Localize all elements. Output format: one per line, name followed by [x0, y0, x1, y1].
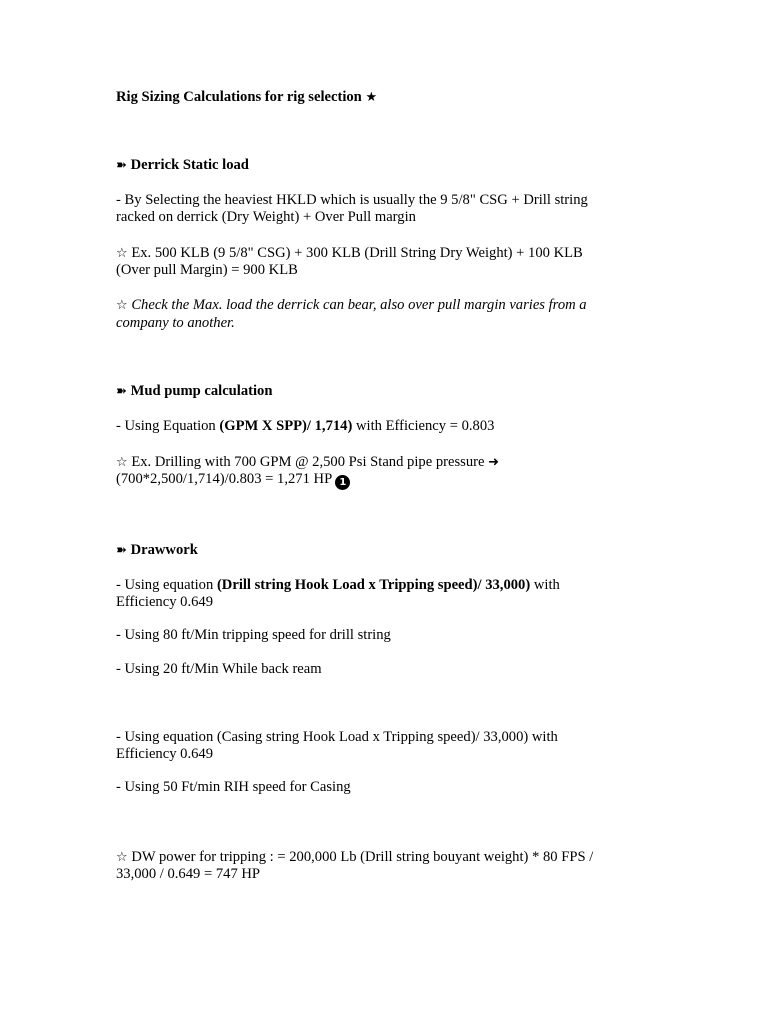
drawwork-equation1-line1 — [116, 577, 560, 594]
circled-number-one-icon: 1 — [335, 475, 350, 490]
arrow-bullet-icon: ➽ — [116, 384, 127, 399]
derrick-example-text: Ex. 500 KLB (9 5/8" CSG) + 300 KLB (Drill String Dry Weight) + 100 KLB — [131, 245, 583, 261]
document-title-text: Rig Sizing Calculations for rig selection — [116, 89, 362, 105]
star-outline-icon: ☆ — [116, 246, 128, 261]
drawwork-back-ream: - Using 20 ft/Min While back ream — [116, 661, 322, 677]
star-outline-icon: ☆ — [116, 455, 128, 470]
mud-pump-example-line1 — [116, 454, 499, 471]
drawwork-power-text: DW power for tripping : = 200,000 Lb (Drill string bouyant weight) * 80 FPS / — [131, 849, 594, 865]
mud-pump-equation-prefix: - Using Equation — [116, 418, 220, 434]
document-title — [116, 89, 377, 106]
arrow-bullet-icon: ➽ — [116, 158, 127, 173]
derrick-note-line2: company to another. — [116, 315, 235, 331]
mud-pump-example-text: Ex. Drilling with 700 GPM @ 2,500 Psi Stand pipe pressure — [131, 454, 485, 470]
derrick-example-line2: (Over pull Margin) = 900 KLB — [116, 262, 298, 278]
derrick-note-line1 — [116, 297, 587, 314]
mud-pump-example-line2 — [116, 471, 350, 490]
derrick-heading-text: Derrick Static load — [130, 157, 249, 173]
mud-pump-efficiency: with Efficiency = 0.803 — [352, 418, 495, 434]
mud-pump-heading — [116, 383, 272, 400]
drawwork-trip-speed: - Using 80 ft/Min tripping speed for drill string — [116, 627, 391, 643]
drawwork-equation1-prefix: - Using equation — [116, 577, 217, 593]
star-outline-icon: ☆ — [116, 850, 128, 865]
drawwork-equation2-line1: - Using equation (Casing string Hook Load x Tripping speed)/ 33,000) with — [116, 729, 558, 745]
derrick-description-line2: racked on derrick (Dry Weight) + Over Pull margin — [116, 209, 416, 225]
drawwork-power-line1 — [116, 849, 593, 866]
drawwork-casing-speed: - Using 50 Ft/min RIH speed for Casing — [116, 779, 351, 795]
derrick-heading — [116, 157, 249, 174]
arrow-bullet-icon: ➽ — [116, 543, 127, 558]
derrick-example-line1 — [116, 245, 583, 262]
drawwork-equation2-line2: Efficiency 0.649 — [116, 746, 213, 762]
star-filled-icon: ★ — [365, 90, 378, 105]
mud-pump-heading-text: Mud pump calculation — [130, 383, 273, 399]
drawwork-heading — [116, 542, 198, 559]
mud-pump-equation — [116, 418, 494, 435]
drawwork-power-line2: 33,000 / 0.649 = 747 HP — [116, 866, 261, 882]
derrick-description-line1: - By Selecting the heaviest HKLD which is usually the 9 5/8" CSG + Drill string — [116, 192, 588, 208]
mud-pump-result: (700*2,500/1,714)/0.803 = 1,271 HP — [116, 471, 332, 487]
drawwork-equation1-suffix: with — [530, 577, 560, 593]
drawwork-formula: (Drill string Hook Load x Tripping speed)/ 33,000) — [216, 577, 531, 593]
drawwork-equation1-line2: Efficiency 0.649 — [116, 594, 213, 610]
star-outline-icon: ☆ — [116, 298, 128, 313]
drawwork-heading-text: Drawwork — [130, 542, 198, 558]
derrick-note-text: Check the Max. load the derrick can bear, also over pull margin varies from a — [131, 297, 587, 313]
arrow-right-icon: ➜ — [488, 455, 500, 470]
mud-pump-formula: (GPM X SPP)/ 1,714) — [219, 418, 353, 434]
